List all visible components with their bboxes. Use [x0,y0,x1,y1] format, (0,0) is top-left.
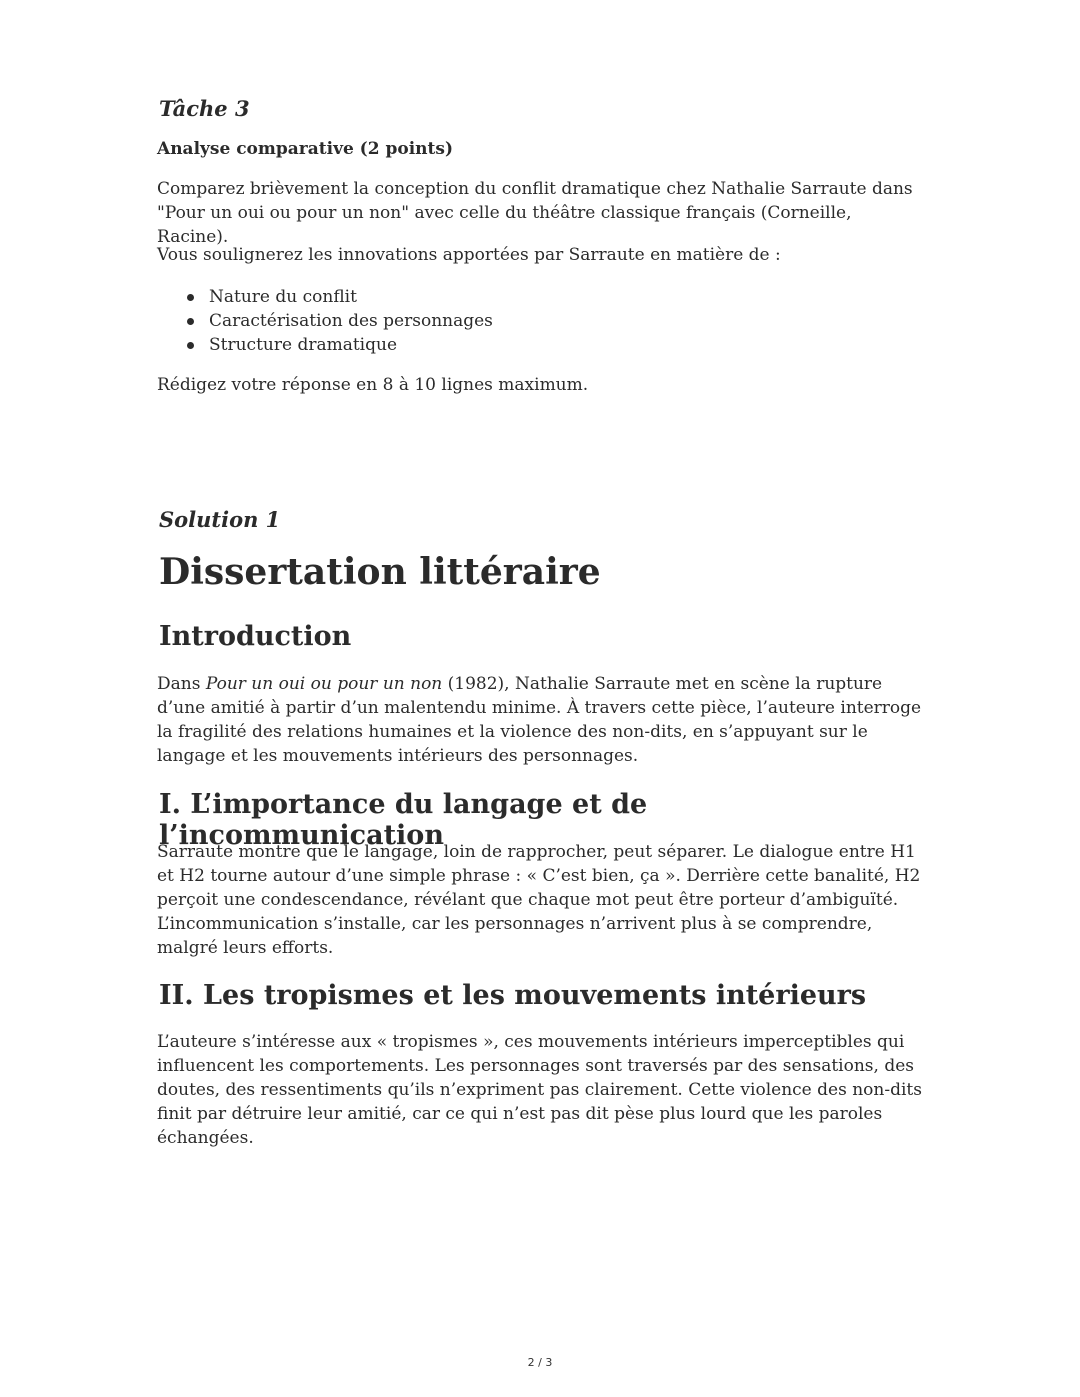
intro-text-end: (1982), Nathalie Sarraute met en scène la rupture d’une amitié à partir d’un malentendu minime. À travers cette pièce, l’auteure interroge la fragilité des relations humaines et la violence des non-dits, en s’appuyant sur le langage et les mouvements intérieurs des personnages. [157,674,922,766]
solution-label: Solution 1 [159,507,281,532]
intro-work-title: Pour un oui ou pour un non [205,674,443,694]
list-item: Nature du conflit [157,285,493,309]
intro-paragraph [157,672,927,768]
task-paragraph-2: Vous soulignerez les innovations apportées par Sarraute en matière de : [157,245,781,265]
list-item: Structure dramatique [157,333,493,357]
section-2-heading: II. Les tropismes et les mouvements intérieurs [159,980,867,1011]
intro-heading: Introduction [159,621,352,652]
task-subtitle: Analyse comparative (2 points) [157,139,453,159]
task-paragraph-3: Rédigez votre réponse en 8 à 10 lignes maximum. [157,375,589,395]
task-bullet-list [157,285,493,357]
section-2-paragraph: L’auteure s’intéresse aux « tropismes », ces mouvements intérieurs imperceptibles qui influencent les comportements. Les personnages sont traversés par des sensations, des doutes, des ressentiments qu’ils n’expriment pas clairement. Cette violence des non-dits finit par détruire leur amitié, car ce qui n’est pas dit pèse plus lourd que les paroles échangées. [157,1032,922,1148]
intro-text-start: Dans [157,674,206,694]
list-item: Caractérisation des personnages [157,309,493,333]
task-paragraph-1: Comparez brièvement la conception du conflit dramatique chez Nathalie Sarraute dans "Pour un oui ou pour un non" avec celle du théâtre classique français (Corneille, Racine). [157,179,913,247]
solution-title: Dissertation littéraire [159,551,601,593]
section-1-paragraph: Sarraute montre que le langage, loin de rapprocher, peut séparer. Le dialogue entre H1 et H2 tourne autour d’une simple phrase : « C’est bien, ça ». Derrière cette banalité, H2 perçoit une condescendance, révélant que chaque mot peut être porteur d’ambiguïté. L’incommunication s’installe, car les personnages n’arrivent plus à se comprendre, malgré leurs efforts. [157,842,921,958]
task-title: Tâche 3 [159,96,250,121]
section-1-heading: I. L’importance du langage et de l’incommunication [159,789,648,851]
page-number: 2 / 3 [527,1356,553,1369]
